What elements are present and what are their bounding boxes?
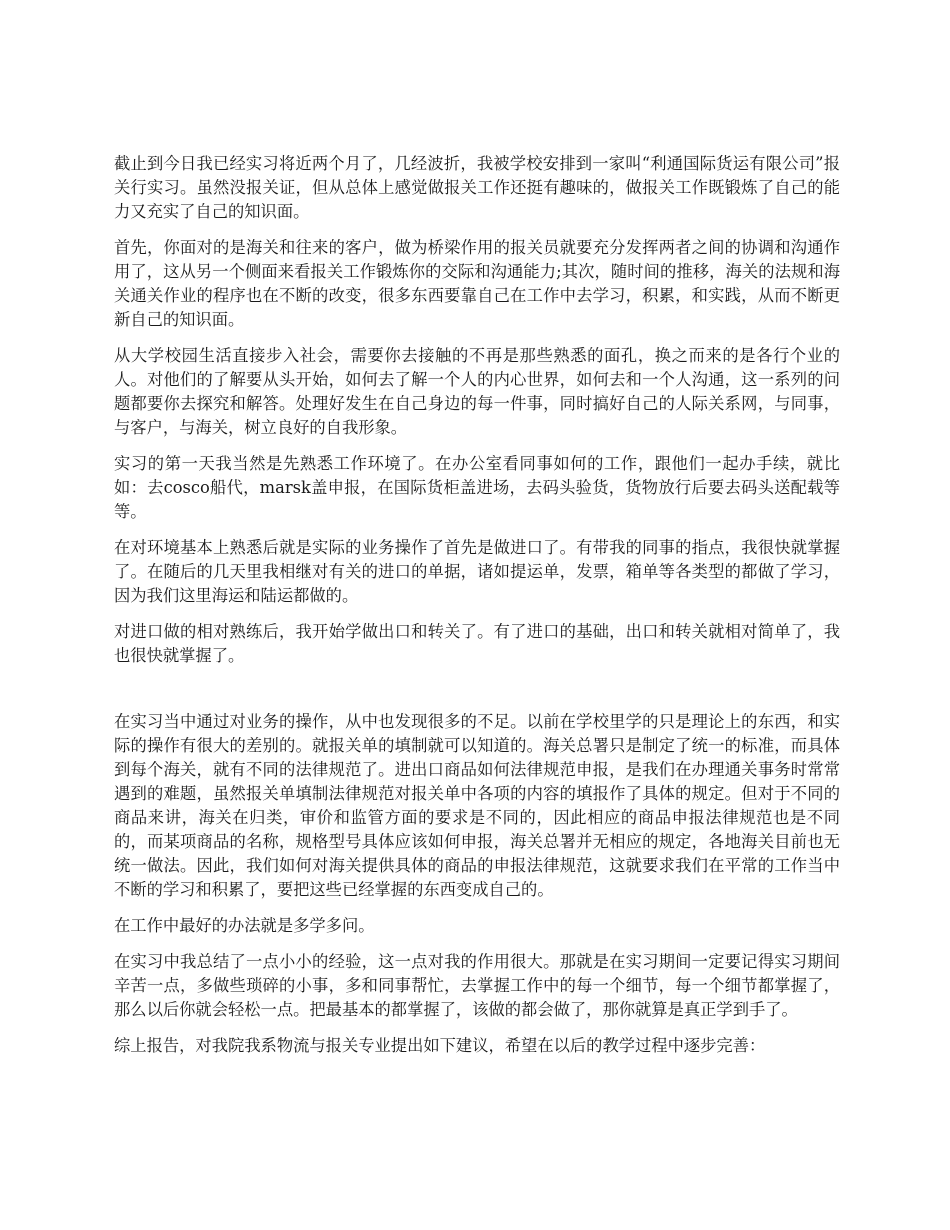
paragraph-3: 从大学校园生活直接步入社会，需要你去接触的不再是那些熟悉的面孔，换之而来的是各行个业的人。对他们的了解要从头开始，如何去了解一个人的内心世界，如何去和一个人沟通，这一系列的问题都要你去探究和解答。处理好发生在自己身边的每一件事，同时搞好自己的人际关系网，与同事，与客户，与海关，树立良好的自我形象。 bbox=[114, 346, 840, 437]
paragraph-7: 在实习当中通过对业务的操作，从中也发现很多的不足。以前在学校里学的只是理论上的东西，和实际的操作有很大的差别的。就报关单的填制就可以知道的。海关总署只是制定了统一的标准，而具体到每个海关，就有不同的法律规范了。进出口商品如何法律规范申报，是我们在办理通关事务时常常遇到的难题，虽然报关单填制法律规范对报关单中各项的内容的填报作了具体的规定。但对于不同的商品来讲，海关在归类，审价和监管方面的要求是不同的，因此相应的商品申报法律规范也是不同的，而某项商品的名称，规格型号具体应该如何申报，海关总署并无相应的规定，各地海关目前也无统一做法。因此，我们如何对海关提供具体的商品的申报法律规范，这就要求我们在平常的工作当中不断的学习和积累了，要把这些已经掌握的东西变成自己的。 bbox=[114, 712, 840, 899]
paragraph-5: 在对环境基本上熟悉后就是实际的业务操作了首先是做进口了。有带我的同事的指点，我很快就掌握了。在随后的几天里我相继对有关的进口的单据，诸如提运单，发票，箱单等各类型的都做了学习，因为我们这里海运和陆运都做的。 bbox=[114, 538, 840, 605]
document-body bbox=[114, 152, 840, 1070]
paragraph-8: 在工作中最好的办法就是多学多问。 bbox=[114, 916, 375, 935]
paragraph-6: 对进口做的相对熟练后，我开始学做出口和转关了。有了进口的基础，出口和转关就相对简单了，我也很快就掌握了。 bbox=[114, 622, 840, 665]
paragraph-9: 在实习中我总结了一点小小的经验，这一点对我的作用很大。那就是在实习期间一定要记得实习期间辛苦一点，多做些琐碎的小事，多和同事帮忙，去掌握工作中的每一个细节，每一个细节都掌握了，那么以后你就会轻松一点。把最基本的都掌握了，该做的都会做了，那你就算是真正学到手了。 bbox=[114, 952, 840, 1019]
paragraph-4: 实习的第一天我当然是先熟悉工作环境了。在办公室看同事如何的工作，跟他们一起办手续，就比如：去cosco船代，marsk盖申报，在国际货柜盖进场，去码头验货，货物放行后要去码头送配载等等。 bbox=[114, 454, 840, 521]
paragraph-2: 首先，你面对的是海关和往来的客户，做为桥梁作用的报关员就要充分发挥两者之间的协调和沟通作用了，这从另一个侧面来看报关工作锻炼你的交际和沟通能力;其次，随时间的推移，海关的法规和海关通关作业的程序也在不断的改变，很多东西要靠自己在工作中去学习，积累，和实践，从而不断更新自己的知识面。 bbox=[114, 238, 840, 329]
paragraph-10: 综上报告，对我院我系物流与报关专业提出如下建议，希望在以后的教学过程中逐步完善： bbox=[114, 1036, 766, 1055]
paragraph-1: 截止到今日我已经实习将近两个月了，几经波折，我被学校安排到一家叫“利通国际货运有限公司”报关行实习。虽然没报关证，但从总体上感觉做报关工作还挺有趣味的，做报关工作既锻炼了自己的能力又充实了自己的知识面。 bbox=[114, 154, 840, 221]
